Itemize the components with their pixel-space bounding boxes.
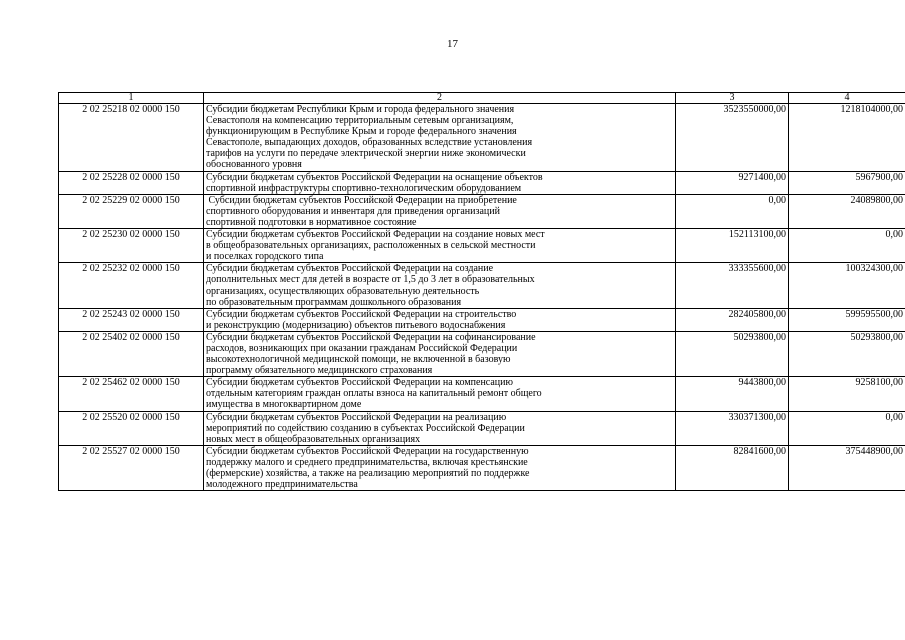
description-line: по образовательным программам дошкольного образования xyxy=(206,296,462,308)
description-line: тарифов на услуги по передаче электрической энергии ниже экономически xyxy=(206,148,526,160)
row-code: 2 02 25520 02 0000 150 xyxy=(59,411,204,445)
description-line: Субсидии бюджетам субъектов Российской Федерации на реализацию xyxy=(206,411,507,423)
description-line: Субсидии бюджетам субъектов Российской Федерации на приобретение xyxy=(206,194,517,206)
description-line: спортивной подготовки в нормативное состояние xyxy=(206,216,417,228)
table-row xyxy=(59,229,905,263)
row-code: 2 02 25243 02 0000 150 xyxy=(59,308,204,331)
row-description xyxy=(204,445,676,490)
row-description xyxy=(204,171,676,194)
row-value-col4: 0,00 xyxy=(789,229,905,263)
description-line: Субсидии бюджетам субъектов Российской Федерации на строительство xyxy=(206,308,517,320)
row-description xyxy=(204,308,676,331)
row-value-col3: 333355600,00 xyxy=(676,263,789,308)
description-line: обоснованного уровня xyxy=(206,159,302,171)
row-value-col4: 9258100,00 xyxy=(789,377,905,411)
description-line: организациях, осуществляющих образовательную деятельность xyxy=(206,285,480,297)
description-line: Субсидии бюджетам Республики Крым и города федерального значения xyxy=(206,104,515,115)
description-line: поддержку малого и среднего предпринимательства, включая крестьянские xyxy=(206,456,528,468)
description-line: Субсидии бюджетам субъектов Российской Федерации на создание xyxy=(206,263,494,275)
description-line: в общеобразовательных организациях, расположенных в сельской местности xyxy=(206,240,536,252)
row-value-col4: 50293800,00 xyxy=(789,331,905,376)
page-number: 17 xyxy=(447,38,458,50)
header-row xyxy=(59,93,905,104)
description-line: расходов, возникающих при оказании гражданам Российской Федерации xyxy=(206,342,518,354)
row-code: 2 02 25462 02 0000 150 xyxy=(59,377,204,411)
description-line: имущества в многоквартирном доме xyxy=(206,399,362,411)
description-line: новых мест в общеобразовательных организациях xyxy=(206,433,421,445)
row-description xyxy=(204,377,676,411)
table-row xyxy=(59,331,905,376)
row-description xyxy=(204,331,676,376)
table-body xyxy=(59,104,905,491)
row-description xyxy=(204,263,676,308)
row-value-col4: 599595500,00 xyxy=(789,308,905,331)
column-header-2: 2 xyxy=(204,93,676,104)
table-row xyxy=(59,411,905,445)
column-header-3: 3 xyxy=(676,93,789,104)
description-line: Севастополя на компенсацию территориальным сетевым организациям, xyxy=(206,115,514,127)
table-row xyxy=(59,194,905,228)
table-row xyxy=(59,263,905,308)
row-code: 2 02 25230 02 0000 150 xyxy=(59,229,204,263)
description-line: Субсидии бюджетам субъектов Российской Федерации на софинансирование xyxy=(206,331,536,343)
row-value-col3: 152113100,00 xyxy=(676,229,789,263)
row-code: 2 02 25228 02 0000 150 xyxy=(59,171,204,194)
row-description xyxy=(204,104,676,172)
row-value-col3: 3523550000,00 xyxy=(676,104,789,172)
table-row xyxy=(59,445,905,490)
row-code: 2 02 25527 02 0000 150 xyxy=(59,445,204,490)
description-line: Субсидии бюджетам субъектов Российской Федерации на создание новых мест xyxy=(206,229,545,241)
row-value-col3: 0,00 xyxy=(676,194,789,228)
row-value-col3: 50293800,00 xyxy=(676,331,789,376)
row-value-col4: 100324300,00 xyxy=(789,263,905,308)
description-line: отдельным категориям граждан оплаты взноса на капитальный ремонт общего xyxy=(206,388,542,400)
row-code: 2 02 25218 02 0000 150 xyxy=(59,104,204,172)
description-line: спортивного оборудования и инвентаря для приведения организаций xyxy=(206,205,500,217)
row-value-col3: 9271400,00 xyxy=(676,171,789,194)
description-line: Севастополе, выпадающих доходов, образованных вследствие установления xyxy=(206,137,533,149)
description-line: программу обязательного медицинского страхования xyxy=(206,365,433,377)
description-line: (фермерские) хозяйства, а также на реализацию мероприятий по поддержке xyxy=(206,468,530,479)
row-value-col4: 24089800,00 xyxy=(789,194,905,228)
table-row xyxy=(59,171,905,194)
budget-table xyxy=(58,92,905,491)
row-value-col3: 330371300,00 xyxy=(676,411,789,445)
description-line: Субсидии бюджетам субъектов Российской Федерации на компенсацию xyxy=(206,377,513,389)
row-code: 2 02 25402 02 0000 150 xyxy=(59,331,204,376)
column-header-4: 4 xyxy=(789,93,905,104)
row-code: 2 02 25229 02 0000 150 xyxy=(59,194,204,228)
row-value-col3: 82841600,00 xyxy=(676,445,789,490)
row-value-col4: 1218104000,00 xyxy=(789,104,905,172)
description-line: высокотехнологичной медицинской помощи, не включенной в базовую xyxy=(206,354,511,366)
row-description xyxy=(204,194,676,228)
description-line: функционирующим в Республике Крым и городе федерального значения xyxy=(206,126,517,138)
row-description xyxy=(204,411,676,445)
description-line: Субсидии бюджетам субъектов Российской Федерации на государственную xyxy=(206,445,529,457)
row-value-col4: 375448900,00 xyxy=(789,445,905,490)
row-value-col4: 5967900,00 xyxy=(789,171,905,194)
table-row xyxy=(59,104,905,172)
description-line: мероприятий по содействию созданию в субъектах Российской Федерации xyxy=(206,422,525,434)
row-code: 2 02 25232 02 0000 150 xyxy=(59,263,204,308)
row-value-col3: 9443800,00 xyxy=(676,377,789,411)
column-header-1: 1 xyxy=(59,93,204,104)
row-value-col3: 282405800,00 xyxy=(676,308,789,331)
table-row xyxy=(59,377,905,411)
description-line: дополнительных мест для детей в возрасте от 1,5 до 3 лет в образовательных xyxy=(206,274,535,286)
description-line: и реконструкцию (модернизацию) объектов питьевого водоснабжения xyxy=(206,319,506,331)
description-line: Субсидии бюджетам субъектов Российской Федерации на оснащение объектов xyxy=(206,171,543,183)
description-line: и поселках городского типа xyxy=(206,251,324,263)
description-line: спортивной инфраструктуры спортивно-технологическим оборудованием xyxy=(206,182,522,194)
row-value-col4: 0,00 xyxy=(789,411,905,445)
table-row xyxy=(59,308,905,331)
row-description xyxy=(204,229,676,263)
description-line: молодежного предпринимательства xyxy=(206,479,358,491)
